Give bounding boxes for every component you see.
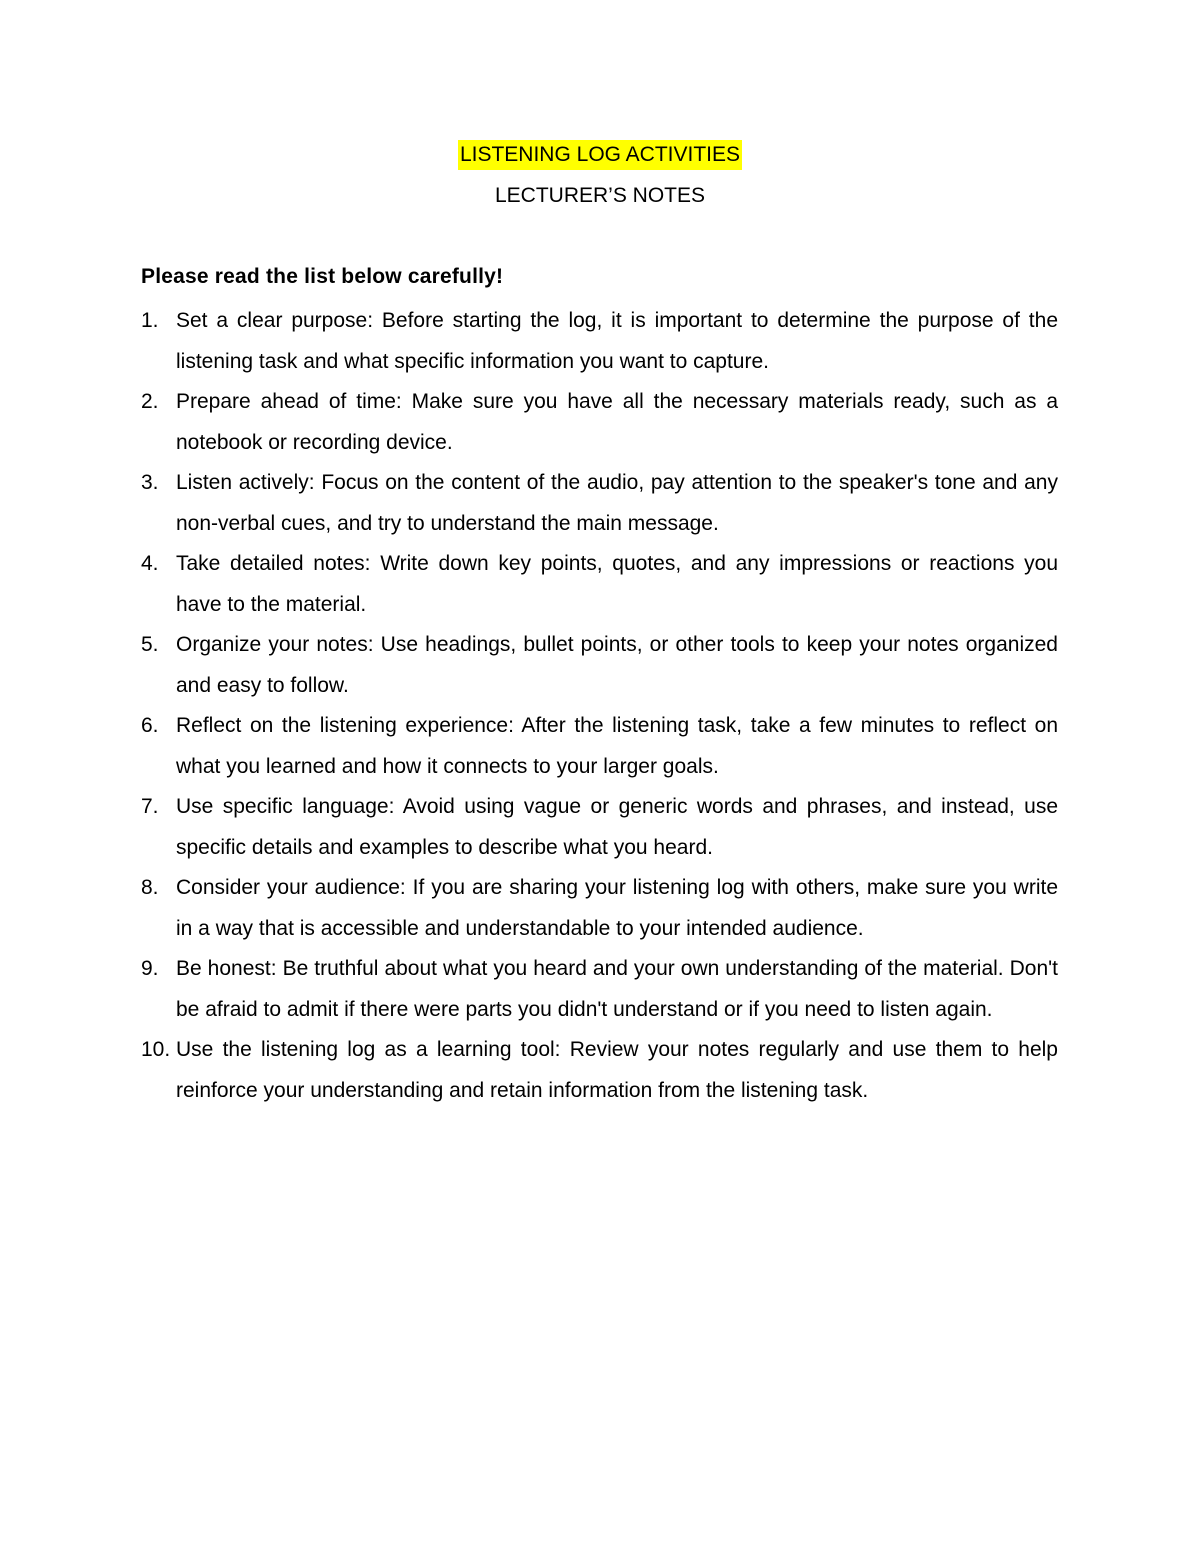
list-item-number: 6. bbox=[141, 714, 159, 737]
list-item-text: Reflect on the listening experience: After the listening task, take a few minutes to reflect on what you learned and how it connects to your larger goals. bbox=[176, 714, 1058, 778]
document-title: LISTENING LOG ACTIVITIES bbox=[458, 140, 742, 170]
subtitle-container bbox=[0, 181, 1200, 211]
list-item-text: Set a clear purpose: Before starting the log, it is important to determine the purpose of the listening task and what specific information you want to capture. bbox=[176, 309, 1058, 373]
list-item bbox=[0, 625, 1200, 706]
list-item-text: Be honest: Be truthful about what you heard and your own understanding of the material. Don't be afraid to admit if there were parts you didn't understand or if you need to listen again. bbox=[176, 957, 1058, 1021]
list-item-text: Listen actively: Focus on the content of the audio, pay attention to the speaker's tone and any non-verbal cues, and try to understand the main message. bbox=[176, 471, 1058, 535]
intro-heading: Please read the list below carefully! bbox=[141, 265, 504, 288]
list-item-number: 4. bbox=[141, 552, 159, 575]
list-item-text: Use specific language: Avoid using vague or generic words and phrases, and instead, use specific details and examples to describe what you heard. bbox=[176, 795, 1058, 859]
list-item-text: Use the listening log as a learning tool: Review your notes regularly and use them to help reinforce your understanding and retain information from the listening task. bbox=[176, 1038, 1058, 1102]
list-item-number: 5. bbox=[141, 633, 159, 656]
list-item bbox=[0, 787, 1200, 868]
list-item bbox=[0, 706, 1200, 787]
list-item-text: Take detailed notes: Write down key points, quotes, and any impressions or reactions you have to the material. bbox=[176, 552, 1058, 616]
list-item-text: Organize your notes: Use headings, bullet points, or other tools to keep your notes organized and easy to follow. bbox=[176, 633, 1058, 697]
list-item-number: 1. bbox=[141, 309, 159, 332]
list-item bbox=[0, 382, 1200, 463]
list-item bbox=[0, 1030, 1200, 1111]
title-container bbox=[0, 140, 1200, 170]
list-item-text: Prepare ahead of time: Make sure you have all the necessary materials ready, such as a notebook or recording device. bbox=[176, 390, 1058, 454]
list-item bbox=[0, 463, 1200, 544]
numbered-list bbox=[0, 301, 1200, 1111]
list-item bbox=[0, 544, 1200, 625]
list-item-number: 3. bbox=[141, 471, 159, 494]
list-item-number: 8. bbox=[141, 876, 159, 899]
list-item-number: 2. bbox=[141, 390, 159, 413]
list-item bbox=[0, 868, 1200, 949]
list-item-number: 10. bbox=[141, 1038, 171, 1061]
list-item bbox=[0, 301, 1200, 382]
list-item-text: Consider your audience: If you are sharing your listening log with others, make sure you write in a way that is accessible and understandable to your intended audience. bbox=[176, 876, 1058, 940]
list-item bbox=[0, 949, 1200, 1030]
list-item-number: 7. bbox=[141, 795, 159, 818]
list-item-number: 9. bbox=[141, 957, 159, 980]
document-subtitle: LECTURER’S NOTES bbox=[494, 184, 706, 207]
